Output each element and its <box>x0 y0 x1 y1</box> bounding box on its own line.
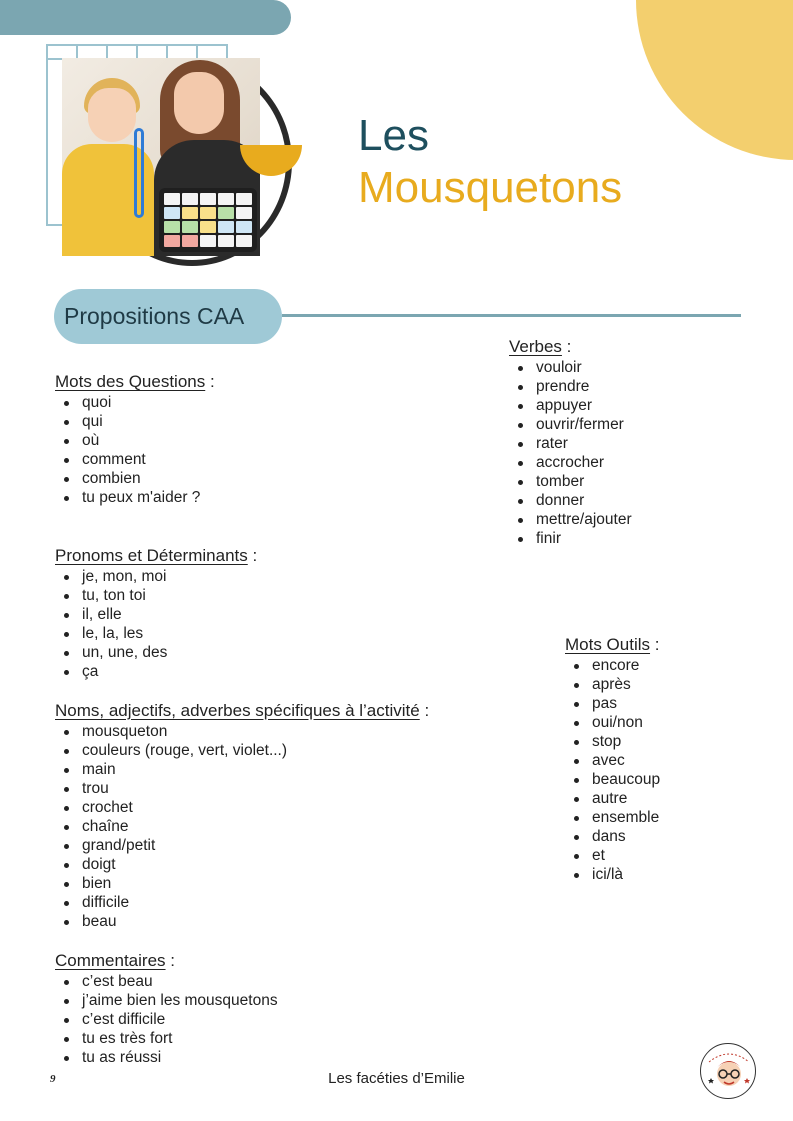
list-item: ensemble <box>574 808 660 827</box>
list-item: finir <box>518 529 632 548</box>
corner-decor-circle <box>636 0 793 160</box>
section-heading: Noms, adjectifs, adverbes spécifiques à l’activité : <box>55 701 430 720</box>
section-heading: Verbes : <box>509 337 572 356</box>
list-item: crochet <box>64 798 429 817</box>
pronoms-section <box>55 545 257 681</box>
list-item: oui/non <box>574 713 660 732</box>
carabiner-chain <box>134 128 144 218</box>
list-item: quoi <box>64 393 215 412</box>
bullet-list <box>55 972 278 1067</box>
page-number: 9 <box>50 1073 56 1085</box>
list-item: tu peux m'aider ? <box>64 488 215 507</box>
list-item: donner <box>518 491 632 510</box>
bullet-list <box>55 393 215 507</box>
list-item: autre <box>574 789 660 808</box>
title-line-2: Mousquetons <box>358 163 623 212</box>
list-item: tu es très fort <box>64 1029 278 1048</box>
list-item: ici/là <box>574 865 660 884</box>
list-item: main <box>64 760 429 779</box>
list-item: chaîne <box>64 817 429 836</box>
list-item: mousqueton <box>64 722 429 741</box>
title-line-1: Les <box>358 111 429 160</box>
list-item: encore <box>574 656 660 675</box>
top-decor-bar <box>0 0 291 35</box>
section-heading: Commentaires : <box>55 951 175 970</box>
bullet-list <box>55 722 429 931</box>
list-item: c’est beau <box>64 972 278 991</box>
list-item: je, mon, moi <box>64 567 257 586</box>
list-item: ouvrir/fermer <box>518 415 632 434</box>
facéties-logo-icon <box>700 1043 756 1099</box>
list-item: qui <box>64 412 215 431</box>
list-item: couleurs (rouge, vert, violet...) <box>64 741 429 760</box>
list-item: trou <box>64 779 429 798</box>
list-item: mettre/ajouter <box>518 510 632 529</box>
list-item: appuyer <box>518 396 632 415</box>
list-item: accrocher <box>518 453 632 472</box>
list-item: où <box>64 431 215 450</box>
list-item: j’aime bien les mousquetons <box>64 991 278 1010</box>
list-item: dans <box>574 827 660 846</box>
page-title <box>358 110 622 214</box>
list-item: tu as réussi <box>64 1048 278 1067</box>
section-heading: Mots Outils : <box>565 635 660 654</box>
list-item: il, elle <box>64 605 257 624</box>
list-item: tu, ton toi <box>64 586 257 605</box>
bullet-list <box>509 358 632 548</box>
list-item: stop <box>574 732 660 751</box>
list-item: combien <box>64 469 215 488</box>
verbes-section <box>509 336 632 548</box>
list-item: doigt <box>64 855 429 874</box>
list-item: ça <box>64 662 257 681</box>
header-illustration <box>46 44 306 266</box>
list-item: pas <box>574 694 660 713</box>
list-item: et <box>574 846 660 865</box>
list-item: prendre <box>518 377 632 396</box>
list-item: un, une, des <box>64 643 257 662</box>
list-item: difficile <box>64 893 429 912</box>
list-item: vouloir <box>518 358 632 377</box>
section-banner: Propositions CAA <box>54 289 282 344</box>
outils-section <box>565 634 660 884</box>
noms-section <box>55 700 429 931</box>
bullet-list <box>565 656 660 884</box>
activity-photo <box>62 58 260 256</box>
commentaires-section <box>55 950 278 1067</box>
list-item: rater <box>518 434 632 453</box>
footer-text: Les facéties d’Emilie <box>328 1070 465 1087</box>
list-item: bien <box>64 874 429 893</box>
banner-divider <box>282 314 741 317</box>
section-heading: Mots des Questions : <box>55 372 215 391</box>
list-item: le, la, les <box>64 624 257 643</box>
questions-section <box>55 371 215 507</box>
caa-tablet-image <box>159 188 257 252</box>
list-item: comment <box>64 450 215 469</box>
section-heading: Pronoms et Déterminants : <box>55 546 258 565</box>
bullet-list <box>55 567 257 681</box>
list-item: après <box>574 675 660 694</box>
list-item: c’est difficile <box>64 1010 278 1029</box>
list-item: tomber <box>518 472 632 491</box>
list-item: avec <box>574 751 660 770</box>
list-item: grand/petit <box>64 836 429 855</box>
list-item: beaucoup <box>574 770 660 789</box>
list-item: beau <box>64 912 429 931</box>
